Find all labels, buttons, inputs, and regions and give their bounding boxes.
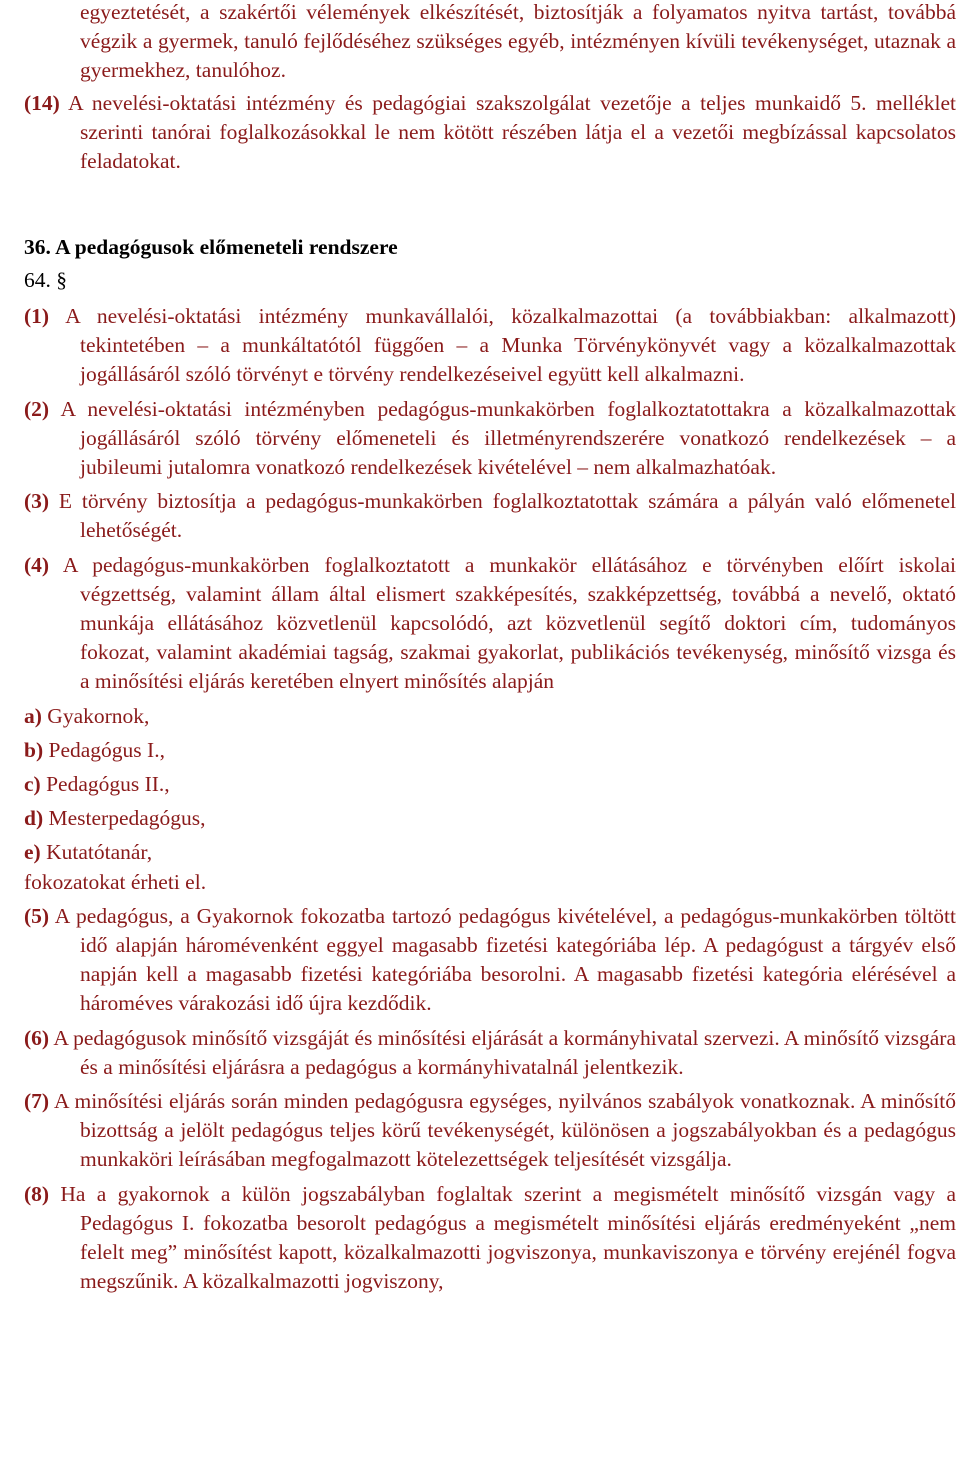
paragraph-4	[24, 551, 956, 697]
paragraph-14	[24, 89, 956, 177]
intro-continuation-block	[24, 0, 956, 86]
paragraph-number: (4)	[24, 552, 50, 577]
paragraph-text: Ha a gyakornok a külön jogszabályban foglaltak szerint a megismételt minősítő vizsgán vagy a Pedagógus I. fokozatba besorolt pedagógus a megismételt minősítési eljárás eredményeként „nem felelt meg” minősítést kapott, közalkalmazotti jogviszonya, munkaviszonya e törvény erejénél fogva megszűnik. A közalkalmazotti jogviszony,	[60, 1181, 956, 1294]
paragraph-6	[24, 1024, 956, 1082]
paragraph-number: (14)	[24, 91, 60, 115]
paragraph-number: (7)	[24, 1089, 50, 1114]
list-item: a) Gyakornok,	[24, 703, 150, 728]
paragraph-number: (1)	[24, 304, 50, 328]
list-tail: fokozatokat érheti el.	[24, 869, 207, 894]
paragraph-text: A nevelési-oktatási intézményben pedagógus-munkakörben foglalkoztatottakra a közalkalmazottak jogállásáról szóló törvény előmeneteli és illetményrendszerére vonatkozó rendelkezések – a jubileumi jutalomra vonatkozó rendelkezések kivételével – nem alkalmazhatóak.	[60, 396, 956, 480]
paragraph-text: A minősítési eljárás során minden pedagógusra egységes, nyilvános szabályok vonatkoznak. A minősítő bizottság a jelölt pedagógus teljes körű tevékenységét, különösen a jogszabályokban és a pedagógus munkaköri leírásában megfogalmazott kötelezettségek teljesítését vizsgálja.	[54, 1089, 956, 1172]
paragraph-text: A pedagógus, a Gyakornok fokozatba tartozó pedagógus kivételével, a pedagógus-munkakörben töltött idő alapján háromévenként eggyel magasabb fizetési kategóriába lép. A pedagógust a tárgyév első napján kell a magasabb fizetési kategóriába besorolni. A magasabb fizetési kategória elérésével a hároméves várakozási idő újra kezdődik.	[54, 903, 956, 1016]
paragraph-8	[24, 1180, 956, 1297]
paragraph-1	[24, 302, 956, 390]
paragraph-text: E törvény biztosítja a pedagógus-munkakörben foglalkoztatottak számára a pályán való előmenetel lehetőségét.	[58, 489, 957, 543]
paragraph-7	[24, 1087, 956, 1175]
section-title: 36. A pedagógusok előmeneteli rendszere	[24, 235, 398, 259]
paragraph-mark: 64. §	[24, 268, 67, 293]
list-item: b) Pedagógus I.,	[24, 737, 165, 762]
paragraph-text: A nevelési-oktatási intézmény és pedagógiai szakszolgálat vezetője a teljes munkaidő 5. melléklet szerinti tanórai foglalkozásokkal le nem kötött részében látja el a vezetői megbízással kapcsolatos feladatokat.	[68, 91, 956, 174]
intro-continuation: egyeztetését, a szakértői vélemények elkészítését, biztosítják a folyamatos nyitva tartást, továbbá végzik a gyermek, tanuló fejlődéséhez szükséges egyéb, intézményen kívüli tevékenységet, utaznak a gyermekhez, tanulóhoz.	[80, 0, 956, 83]
paragraph-3	[24, 487, 956, 545]
paragraph-2	[24, 395, 956, 483]
section-heading-block	[24, 233, 956, 295]
paragraph-text: A pedagógusok minősítő vizsgáját és minősítési eljárását a kormányhivatal szervezi. A minősítő vizsgára és a minősítési eljárásra a pedagógus a kormányhivatalnál jelentkezik.	[53, 1025, 956, 1079]
paragraph-number: (3)	[24, 489, 50, 514]
list-item: d) Mesterpedagógus,	[24, 806, 206, 831]
paragraph-text: A pedagógus-munkakörben foglalkoztatott a munkakör ellátásához e törvényben előírt iskolai végzettség, valamint állam által elismert szakképesítés, szakképzettség, továbbá a nevelő, oktató munkája ellátásához közvetlenül kapcsolódó, azt közvetlenül segítő doktori cím, tudományos fokozat, valamint akadémiai tagság, szakmai gyakorlat, publikációs tevékenység, minősítő vizsga és a minősítési eljárás keretében elnyert minősítés alapján	[62, 552, 956, 694]
list-item: c) Pedagógus II.,	[24, 772, 170, 797]
list-item: e) Kutatótanár,	[24, 840, 153, 865]
paragraph-number: (8)	[24, 1181, 50, 1206]
paragraph-text: A nevelési-oktatási intézmény munkavállalói, közalkalmazottai (a továbbiakban: alkalmazott) tekintetében – a munkáltatótól függően – a Munka Törvénykönyvét vagy a közalkalmazottak jogállásáról szóló törvényt e törvény rendelkezéseivel együtt kell alkalmazni.	[65, 304, 956, 387]
grade-list	[24, 702, 956, 897]
paragraph-number: (2)	[24, 396, 50, 421]
paragraph-number: (5)	[24, 903, 50, 928]
paragraph-5	[24, 902, 956, 1019]
paragraph-number: (6)	[24, 1025, 50, 1050]
paragraphs-1-4	[24, 302, 956, 1297]
